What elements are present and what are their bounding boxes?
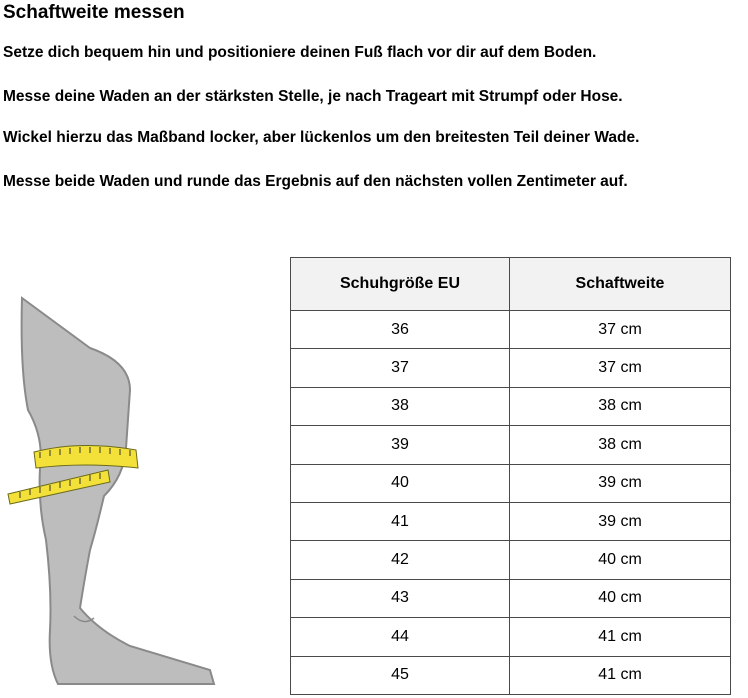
shaft-width-cell: 40 cm [510, 541, 731, 579]
header-shaft-width: Schaftweite [510, 258, 731, 311]
table-row [291, 618, 731, 656]
shaft-width-cell: 39 cm [510, 464, 731, 502]
table-row [291, 502, 731, 540]
size-table [290, 257, 731, 695]
shoe-size-cell: 42 [291, 541, 510, 579]
shoe-size-cell: 36 [291, 311, 510, 349]
shaft-width-cell: 37 cm [510, 311, 731, 349]
shoe-size-cell: 40 [291, 464, 510, 502]
page-title: Schaftweite messen [3, 2, 185, 23]
shaft-width-cell: 41 cm [510, 618, 731, 656]
shaft-width-cell: 37 cm [510, 349, 731, 387]
table-row [291, 464, 731, 502]
shaft-width-cell: 40 cm [510, 579, 731, 617]
instruction-line: Messe beide Waden und runde das Ergebnis auf den nächsten vollen Zentimeter auf. [3, 173, 628, 190]
table-row [291, 426, 731, 464]
instruction-line: Setze dich bequem hin und positioniere deinen Fuß flach vor dir auf dem Boden. [3, 44, 597, 61]
shoe-size-cell: 44 [291, 618, 510, 656]
instruction-line: Messe deine Waden an der stärksten Stelle, je nach Trageart mit Strumpf oder Hose. [3, 88, 623, 105]
header-shoe-size: Schuhgröße EU [291, 258, 510, 311]
table-row [291, 387, 731, 425]
shaft-width-cell: 38 cm [510, 387, 731, 425]
table-row [291, 541, 731, 579]
leg-illustration-svg [0, 290, 220, 690]
shoe-size-cell: 41 [291, 502, 510, 540]
table-row [291, 579, 731, 617]
shoe-size-cell: 45 [291, 656, 510, 694]
shoe-size-cell: 39 [291, 426, 510, 464]
table-header-row [291, 258, 731, 311]
shaft-width-cell: 41 cm [510, 656, 731, 694]
table-row [291, 311, 731, 349]
instruction-line: Wickel hierzu das Maßband locker, aber lückenlos um den breitesten Teil deiner Wade. [3, 129, 640, 146]
shaft-width-cell: 39 cm [510, 502, 731, 540]
tape-band [34, 445, 138, 468]
shoe-size-cell: 43 [291, 579, 510, 617]
shaft-width-cell: 38 cm [510, 426, 731, 464]
leg-with-measuring-tape-icon [0, 290, 220, 690]
shoe-size-cell: 37 [291, 349, 510, 387]
table-row [291, 349, 731, 387]
table-row [291, 656, 731, 694]
shoe-size-cell: 38 [291, 387, 510, 425]
